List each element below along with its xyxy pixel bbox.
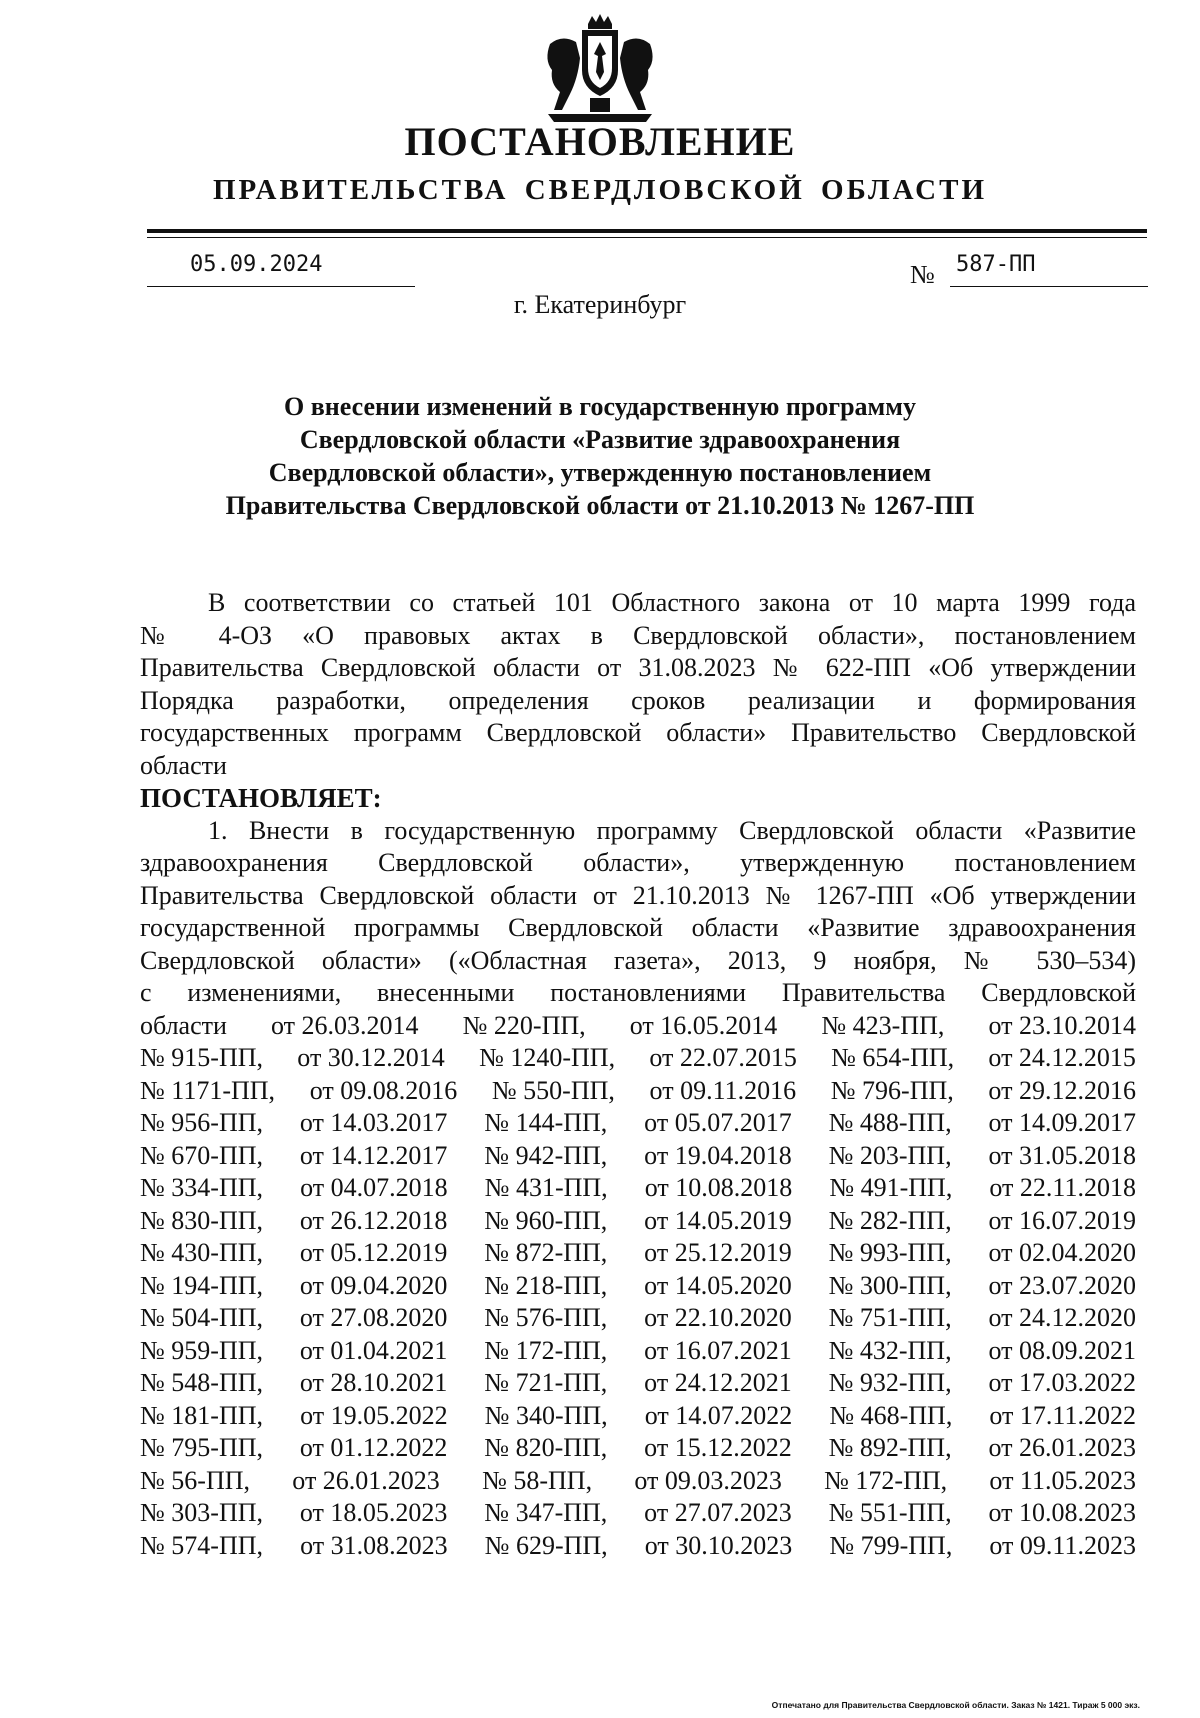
amendment-cell: № 172-ПП, [824, 1465, 948, 1495]
number-sign: № [910, 260, 935, 289]
preamble-line: № 4-ОЗ «О правовых актах в Свердловской области», постановлением [140, 620, 1136, 650]
amendment-cell: от 14.05.2020 [644, 1270, 792, 1300]
amendment-cell: от 31.05.2018 [988, 1140, 1136, 1170]
amendment-cell: № 721-ПП, [484, 1368, 608, 1397]
amendment-row [140, 1010, 1136, 1043]
amendment-cell: от 14.07.2022 [644, 1400, 793, 1430]
amendment-cell: от 08.09.2021 [988, 1335, 1136, 1365]
amendment-cell: № 574-ПП, [140, 1530, 264, 1560]
amendment-cell: № 303-ПП, [140, 1498, 264, 1527]
amendment-cell: № 1240-ПП, [479, 1043, 616, 1072]
amendment-cell: от 30.12.2014 [297, 1043, 445, 1072]
amendment-cell: № 300-ПП, [828, 1270, 952, 1300]
amendment-cell: от 26.12.2018 [299, 1205, 448, 1235]
amendment-cell: № 751-ПП, [828, 1303, 952, 1332]
issuing-authority: ПРАВИТЕЛЬСТВА СВЕРДЛОВСКОЙ ОБЛАСТИ [212, 174, 988, 206]
amendment-cell: № 993-ПП, [828, 1238, 952, 1267]
amendment-cell: от 24.12.2015 [988, 1043, 1136, 1072]
amendment-cell: от 23.07.2020 [988, 1270, 1136, 1300]
amendment-cell: № 340-ПП, [484, 1400, 608, 1430]
amendment-row [140, 1075, 1136, 1108]
document-number: 587-ПП [956, 252, 1036, 277]
amendment-cell: № 959-ПП, [140, 1335, 264, 1365]
document-heading [0, 390, 1200, 522]
preamble-line: области [140, 750, 227, 780]
amendment-cell: № 956-ПП, [140, 1108, 264, 1137]
amendment-row [140, 1432, 1136, 1465]
amendment-cell: № 550-ПП, [491, 1075, 615, 1105]
amendment-row [140, 1270, 1136, 1303]
amendment-row [140, 1140, 1136, 1173]
amendment-row [140, 1172, 1136, 1205]
amendment-cell: от 22.07.2015 [649, 1043, 797, 1072]
document-type-title: ПОСТАНОВЛЕНИЕ [404, 119, 796, 164]
amendment-cell: № 830-ПП, [140, 1205, 264, 1235]
amendment-row [140, 1335, 1136, 1368]
amendment-cell: от 16.07.2021 [644, 1335, 792, 1365]
preamble-line: государственных программ Свердловской области» Правительство Свердловской [140, 718, 1136, 747]
amendments-list [140, 1010, 1136, 1563]
amendment-cell: от 11.05.2023 [989, 1465, 1136, 1495]
decree-word: ПОСТАНОВЛЯЕТ: [140, 783, 382, 813]
amendment-cell: № 144-ПП, [484, 1108, 608, 1137]
preamble-line: Порядка разработки, определения сроков реализации и формирования [140, 685, 1136, 715]
clause-line: с изменениями, внесенными постановлениями Правительства Свердловской [140, 978, 1136, 1007]
amendment-cell: от 24.12.2020 [988, 1303, 1136, 1332]
amendment-cell: № 430-ПП, [140, 1238, 264, 1267]
amendment-row [140, 1205, 1136, 1238]
amendment-cell: от 22.11.2018 [989, 1173, 1136, 1202]
amendment-row [140, 1497, 1136, 1530]
amendment-cell: от 19.04.2018 [644, 1140, 792, 1170]
amendment-cell: от 09.04.2020 [299, 1270, 448, 1300]
amendment-cell: № 423-ПП, [821, 1010, 945, 1040]
document-body [140, 587, 1136, 1562]
amendment-cell: № 1171-ПП, [140, 1075, 276, 1105]
amendment-cell: № 203-ПП, [828, 1140, 952, 1170]
amendment-row [140, 1237, 1136, 1270]
amendment-cell: от 26.01.2023 [292, 1465, 440, 1495]
amendment-cell: № 194-ПП, [140, 1270, 264, 1300]
amendment-row [140, 1302, 1136, 1335]
clause-line: Свердловской области» («Областная газета», 2013, 9 ноября, № 530–534) [140, 945, 1136, 975]
amendment-cell: № 282-ПП, [828, 1205, 952, 1235]
amendment-cell: от 27.08.2020 [299, 1303, 448, 1332]
clause-line: Правительства Свердловской области от 21.10.2013 № 1267-ПП «Об утверждении [140, 880, 1136, 910]
amendment-cell: № 218-ПП, [484, 1270, 608, 1300]
amendment-cell: от 14.03.2017 [299, 1108, 448, 1137]
amendment-cell: № 670-ПП, [140, 1140, 264, 1170]
amendment-cell: № 932-ПП, [828, 1368, 952, 1397]
amendment-cell: от 30.10.2023 [644, 1530, 793, 1560]
heading-line: Свердловской области», утвержденную постановлением [268, 458, 932, 487]
amendment-cell: № 504-ПП, [140, 1303, 264, 1332]
amendment-cell: № 56-ПП, [140, 1465, 251, 1495]
amendment-cell: № 629-ПП, [484, 1530, 608, 1560]
heading-line: О внесении изменений в государственную программу [284, 392, 916, 421]
sverdlovsk-coat-of-arms-icon [540, 14, 660, 126]
amendment-cell: № 58-ПП, [482, 1465, 593, 1495]
amendment-cell: от 02.04.2020 [988, 1238, 1136, 1267]
amendment-row [140, 1367, 1136, 1400]
amendment-cell: № 796-ПП, [830, 1075, 954, 1105]
amendment-cell: от 25.12.2019 [644, 1238, 792, 1267]
print-note: Отпечатано для Правительства Свердловской области. Заказ № 1421. Тираж 5 000 экз. [771, 1700, 1140, 1710]
amendment-cell: № 334-ПП, [140, 1173, 264, 1202]
amendment-cell: № 172-ПП, [484, 1335, 608, 1365]
preamble-line: Правительства Свердловской области от 31.08.2023 № 622-ПП «Об утверждении [140, 653, 1136, 682]
amendment-row [140, 1042, 1136, 1075]
amendment-cell: от 29.12.2016 [988, 1075, 1136, 1105]
amendment-cell: от 10.08.2023 [988, 1498, 1136, 1527]
amendment-cell: № 942-ПП, [484, 1140, 608, 1170]
amendment-cell: от 14.05.2019 [644, 1205, 792, 1235]
amendment-cell: от 05.12.2019 [299, 1238, 448, 1267]
amendment-cell: от 19.05.2022 [300, 1400, 448, 1430]
document-date: 05.09.2024 [190, 252, 323, 277]
amendment-cell: от 14.12.2017 [299, 1140, 448, 1170]
amendment-cell: № 795-ПП, [140, 1433, 264, 1462]
clause-line: 1. Внести в государственную программу Свердловской области «Развитие [208, 815, 1136, 845]
amendment-cell: № 491-ПП, [829, 1173, 953, 1202]
amendment-cell: от 26.01.2023 [988, 1433, 1136, 1462]
amendment-cell: от 09.08.2016 [309, 1075, 458, 1105]
amendment-row [140, 1107, 1136, 1140]
amendment-cell: от 16.05.2014 [629, 1010, 778, 1040]
amendment-cell: от 17.03.2022 [988, 1368, 1136, 1397]
amendment-cell: от 09.03.2023 [634, 1465, 782, 1495]
amendment-cell: области [140, 1010, 227, 1040]
amendment-cell: от 22.10.2020 [644, 1303, 792, 1332]
amendment-cell: № 468-ПП, [829, 1400, 953, 1430]
amendment-cell: от 14.09.2017 [988, 1108, 1136, 1137]
amendment-row [140, 1400, 1136, 1433]
clause-line: государственной программы Свердловской области «Развитие здравоохранения [140, 913, 1136, 942]
header-divider-thin [147, 237, 1147, 238]
heading-line: Свердловской области «Развитие здравоохранения [299, 425, 901, 454]
header-divider-thick [147, 229, 1147, 233]
clause-line: здравоохранения Свердловской области», утвержденную постановлением [140, 848, 1136, 877]
amendment-cell: № 892-ПП, [828, 1433, 952, 1462]
amendment-cell: № 181-ПП, [140, 1400, 264, 1430]
amendment-cell: от 26.03.2014 [271, 1010, 419, 1040]
city-of-issue: г. Екатеринбург [513, 290, 687, 319]
amendment-row [140, 1530, 1136, 1563]
amendment-cell: от 28.10.2021 [299, 1368, 448, 1397]
heading-line: Правительства Свердловской области от 21.10.2013 № 1267-ПП [225, 491, 975, 520]
amendment-cell: № 799-ПП, [829, 1530, 953, 1560]
amendment-cell: № 872-ПП, [484, 1238, 608, 1267]
amendment-cell: № 915-ПП, [140, 1043, 264, 1072]
amendment-cell: от 23.10.2014 [988, 1010, 1136, 1040]
amendment-cell: от 04.07.2018 [300, 1173, 448, 1202]
amendment-cell: № 488-ПП, [828, 1108, 952, 1137]
amendment-cell: № 548-ПП, [140, 1368, 264, 1397]
amendment-cell: № 654-ПП, [831, 1043, 955, 1072]
amendment-cell: № 220-ПП, [462, 1010, 586, 1040]
amendment-cell: № 431-ПП, [484, 1173, 608, 1202]
preamble-line: В соответствии со статьей 101 Областного закона от 10 марта 1999 года [208, 588, 1136, 617]
amendment-cell: № 576-ПП, [484, 1303, 608, 1332]
amendment-row [140, 1465, 1136, 1498]
amendment-cell: от 16.07.2019 [988, 1205, 1136, 1235]
amendment-cell: от 18.05.2023 [299, 1498, 448, 1527]
amendment-cell: № 820-ПП, [484, 1433, 608, 1462]
amendment-cell: № 347-ПП, [484, 1498, 608, 1527]
amendment-cell: от 01.12.2022 [299, 1433, 448, 1462]
amendment-cell: № 551-ПП, [828, 1498, 952, 1527]
amendment-cell: от 24.12.2021 [644, 1368, 792, 1397]
amendment-cell: от 17.11.2022 [989, 1400, 1136, 1430]
amendment-cell: от 09.11.2016 [649, 1075, 797, 1105]
amendment-cell: № 432-ПП, [828, 1335, 952, 1365]
amendment-cell: № 960-ПП, [484, 1205, 608, 1235]
amendment-cell: от 01.04.2021 [299, 1335, 448, 1365]
amendment-cell: от 27.07.2023 [644, 1498, 792, 1527]
amendment-cell: от 05.07.2017 [644, 1108, 792, 1137]
amendment-cell: от 09.11.2023 [989, 1530, 1136, 1560]
amendment-cell: от 15.12.2022 [644, 1433, 792, 1462]
amendment-cell: от 31.08.2023 [300, 1530, 448, 1560]
amendment-cell: от 10.08.2018 [644, 1173, 793, 1202]
